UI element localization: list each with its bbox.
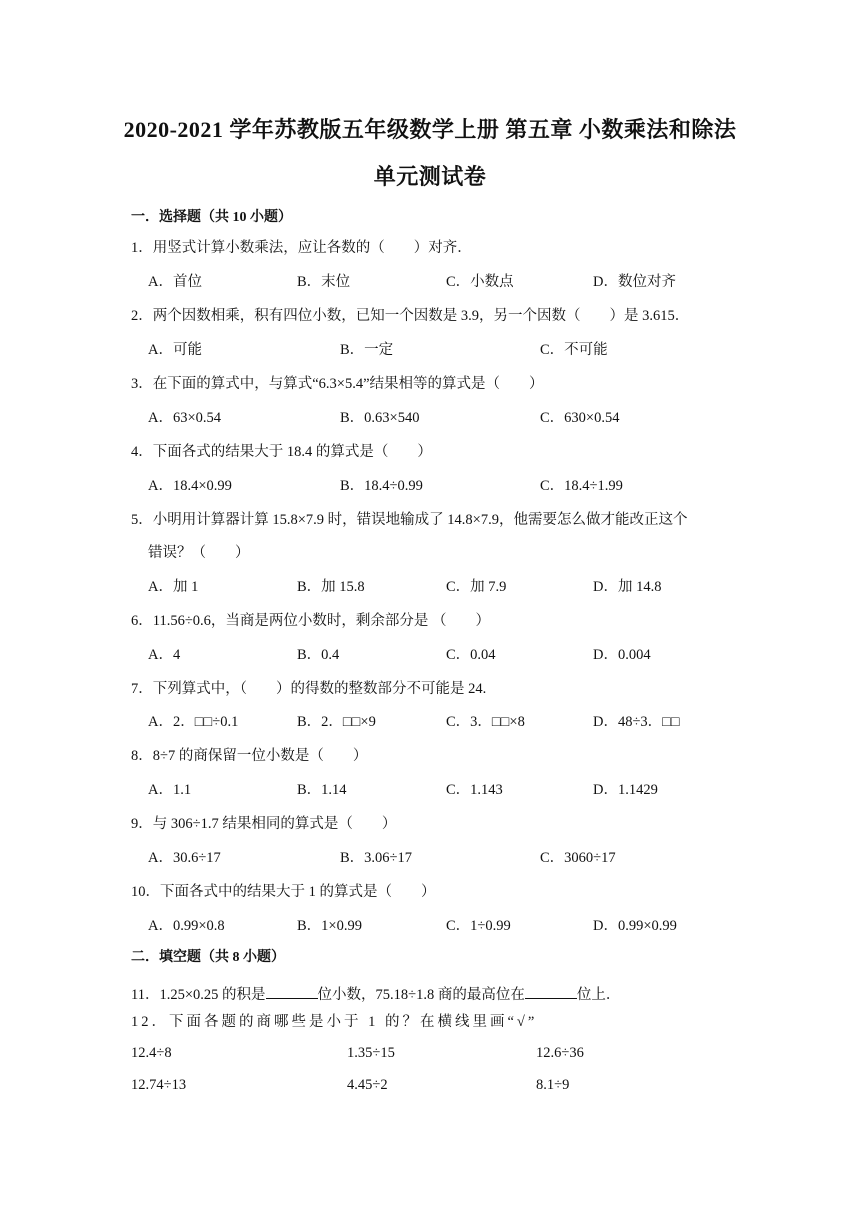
question-1: 1．用竖式计算小数乘法，应让各数的（ ）对齐． <box>131 240 472 256</box>
q5-option-b: B．加 15.8 <box>297 579 365 595</box>
question-4: 4．下面各式的结果大于 18.4 的算式是（ ） <box>131 444 432 460</box>
q2-option-a: A．可能 <box>148 342 202 358</box>
q9-option-a: A．30.6÷17 <box>148 850 221 866</box>
q3-option-b: B．0.63×540 <box>340 410 420 426</box>
q3-option-c: C．630×0.54 <box>540 410 620 426</box>
question-3: 3．在下面的算式中，与算式“6.3×5.4”结果相等的算式是（ ） <box>131 376 544 392</box>
question-10: 10．下面各式中的结果大于 1 的算式是（ ） <box>131 884 436 900</box>
q12-item: 12.74÷13 <box>131 1077 187 1093</box>
q10-option-c: C．1÷0.99 <box>446 918 511 934</box>
q10-option-d: D．0.99×0.99 <box>593 918 677 934</box>
q8-option-a: A．1.1 <box>148 782 192 798</box>
q6-option-d: D．0.004 <box>593 647 651 663</box>
q11-text-part3: 位上． <box>576 987 621 1003</box>
q10-option-b: B．1×0.99 <box>297 918 362 934</box>
q4-option-a: A．18.4×0.99 <box>148 478 232 494</box>
q9-option-b: B．3.06÷17 <box>340 850 413 866</box>
q6-option-a: A．4 <box>148 647 181 663</box>
q7-option-d: D．48÷3．□□ <box>593 714 680 730</box>
q12-item: 12.4÷8 <box>131 1045 172 1061</box>
q7-option-c: C．3．□□×8 <box>446 714 525 730</box>
question-6: 6．11.56÷0.6，当商是两位小数时，剩余部分是 （ ） <box>131 613 491 629</box>
q4-option-b: B．18.4÷0.99 <box>340 478 423 494</box>
q12-item: 4.45÷2 <box>347 1077 388 1093</box>
q1-option-c: C．小数点 <box>446 274 514 290</box>
q11-text-part1: 11．1.25×0.25 的积是 <box>131 987 266 1003</box>
document-title: 2020-2021 学年苏教版五年级数学上册 第五章 小数乘法和除法 <box>123 117 737 142</box>
q1-option-a: A．首位 <box>148 274 202 290</box>
q8-option-d: D．1.1429 <box>593 782 658 798</box>
q8-option-c: C．1.143 <box>446 782 503 798</box>
section-heading-fill: 二．填空题（共 8 小题） <box>131 950 285 965</box>
question-12: 12．下面各题的商哪些是小于 1 的？在横线里画“√” <box>131 1014 538 1030</box>
q5-option-a: A．加 1 <box>148 579 199 595</box>
question-11 <box>131 983 620 1004</box>
q2-option-c: C．不可能 <box>540 342 608 358</box>
question-8: 8．8÷7 的商保留一位小数是（ ） <box>131 748 368 764</box>
q1-option-b: B．末位 <box>297 274 351 290</box>
q11-answer-blank-1[interactable] <box>266 984 318 999</box>
question-5-continued: 错误？（ ） <box>148 545 250 561</box>
q5-option-d: D．加 14.8 <box>593 579 662 595</box>
q7-option-a: A．2．□□÷0.1 <box>148 714 239 730</box>
q12-item: 12.6÷36 <box>536 1045 584 1061</box>
q1-option-d: D．数位对齐 <box>593 274 676 290</box>
q12-item: 1.35÷15 <box>347 1045 395 1061</box>
q6-option-c: C．0.04 <box>446 647 496 663</box>
q3-option-a: A．63×0.54 <box>148 410 222 426</box>
q9-option-c: C．3060÷17 <box>540 850 616 866</box>
section-heading-choice: 一．选择题（共 10 小题） <box>131 210 292 225</box>
q8-option-b: B．1.14 <box>297 782 347 798</box>
q7-option-b: B．2．□□×9 <box>297 714 376 730</box>
q6-option-b: B．0.4 <box>297 647 340 663</box>
question-2: 2．两个因数相乘，积有四位小数，已知一个因数是 3.9，另一个因数（ ）是 3.615． <box>131 308 690 324</box>
q5-option-c: C．加 7.9 <box>446 579 507 595</box>
question-7: 7．下列算式中，（ ）的得数的整数部分不可能是 24. <box>131 681 487 697</box>
q11-text-part2: 位小数，75.18÷1.8 商的最高位在 <box>317 987 525 1003</box>
q2-option-b: B．一定 <box>340 342 394 358</box>
q11-answer-blank-2[interactable] <box>525 984 577 999</box>
question-5: 5．小明用计算器计算 15.8×7.9 时，错误地输成了 14.8×7.9，他需要怎么做才能改正这个 <box>131 512 688 528</box>
q4-option-c: C．18.4÷1.99 <box>540 478 623 494</box>
q12-item: 8.1÷9 <box>536 1077 570 1093</box>
question-9: 9．与 306÷1.7 结果相同的算式是（ ） <box>131 816 397 832</box>
document-subtitle: 单元测试卷 <box>373 164 487 189</box>
q10-option-a: A．0.99×0.8 <box>148 918 225 934</box>
